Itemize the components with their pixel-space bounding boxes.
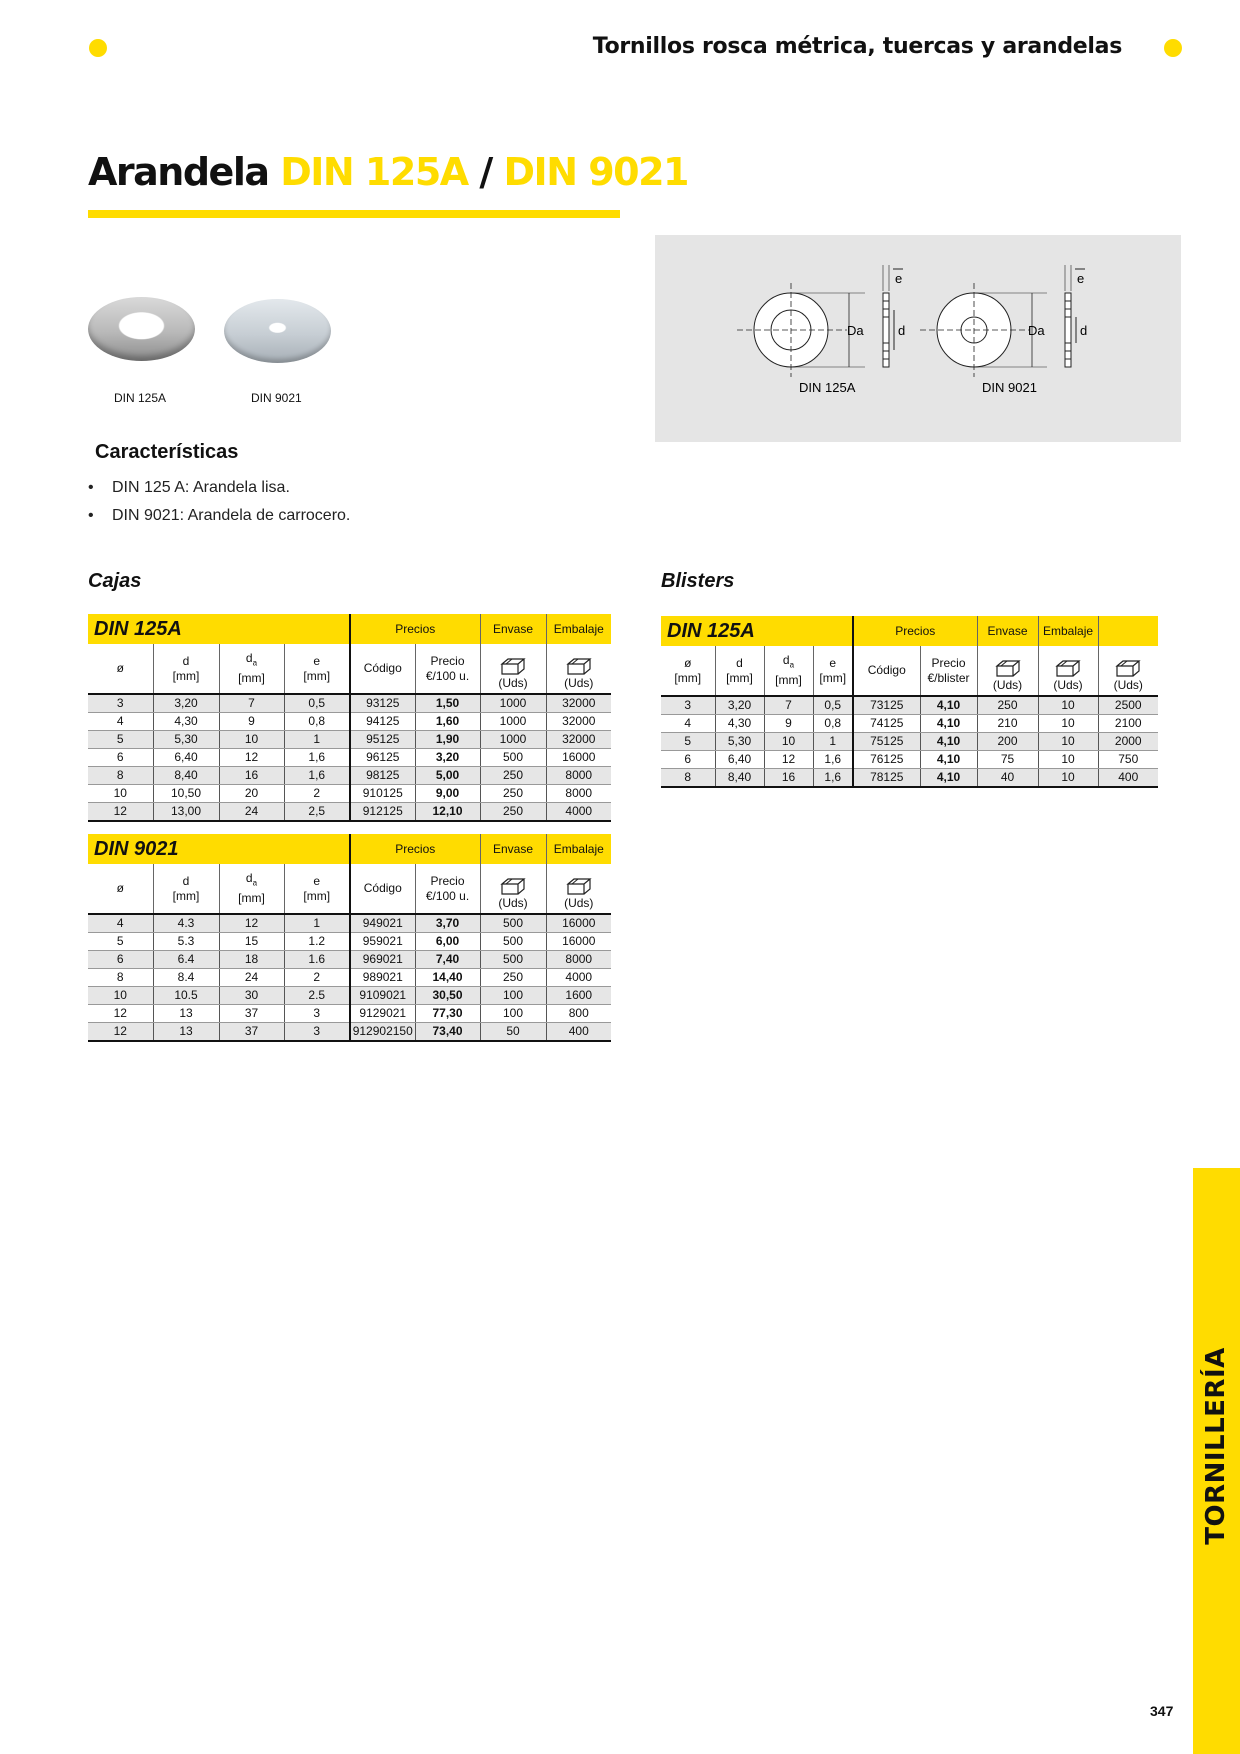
table-cell: 4.3	[153, 914, 219, 933]
table-cell: 12	[764, 751, 813, 769]
washer-din9021-photo	[224, 299, 331, 363]
table-cell: 15	[219, 933, 284, 951]
table-row	[88, 1023, 611, 1042]
table-cell: 500	[480, 933, 546, 951]
table-cell: 10	[88, 987, 153, 1005]
characteristic-item	[88, 507, 350, 525]
table-cell: 0,8	[813, 715, 853, 733]
col-header-e: e [mm]	[813, 646, 853, 696]
table-row	[88, 951, 611, 969]
table-cell: 7	[219, 694, 284, 713]
table-cell: 5	[88, 731, 153, 749]
photo-label-din125a: DIN 125A	[114, 391, 167, 405]
table-cell: 16	[219, 767, 284, 785]
col-header-diameter: ø	[88, 644, 153, 694]
col-header-precio: Precio €/100 u.	[415, 864, 480, 914]
page-number: 347	[1150, 1703, 1174, 1719]
table-cell: 12	[88, 1023, 153, 1042]
title-underline	[88, 210, 620, 218]
table-cell: 1,6	[284, 767, 350, 785]
table-cell: 10.5	[153, 987, 219, 1005]
group-envase: Envase	[480, 834, 546, 864]
col-header-e: e [mm]	[284, 644, 350, 694]
table-cell: 9	[764, 715, 813, 733]
table-cell: 32000	[546, 731, 611, 749]
table-cell: 250	[977, 696, 1038, 715]
table-cell: 75125	[853, 733, 920, 751]
photo-label-din9021: DIN 9021	[251, 391, 302, 405]
diagram-b-da-label: Da	[1028, 323, 1045, 338]
table-cell: 50	[480, 1023, 546, 1042]
table-cell: 5.3	[153, 933, 219, 951]
table-cell: 2	[284, 785, 350, 803]
table-cajas-din125a	[88, 614, 611, 822]
table-cell: 400	[1098, 769, 1158, 788]
diagram-a-da-label: Da	[847, 323, 864, 338]
table-cell: 1	[813, 733, 853, 751]
table-cell: 8.4	[153, 969, 219, 987]
table-cell: 6,40	[715, 751, 764, 769]
table-cell: 912125	[350, 803, 415, 822]
table-cell: 2500	[1098, 696, 1158, 715]
table-cell: 13,00	[153, 803, 219, 822]
col-header-da: $d_a$ [mm]	[764, 646, 813, 696]
table-cell: 3	[88, 694, 153, 713]
table-cell: 250	[480, 767, 546, 785]
col-header-diameter: ø	[88, 864, 153, 914]
page-title-separator: /	[467, 150, 504, 194]
table-cell: 4,10	[920, 751, 977, 769]
table-row	[661, 733, 1158, 751]
box-icon	[566, 876, 592, 896]
table-blisters-din125a	[661, 616, 1158, 788]
table-row	[88, 694, 611, 713]
table-cell: 30	[219, 987, 284, 1005]
table-cell: 8,40	[153, 767, 219, 785]
box-icon	[1055, 658, 1081, 678]
table-cell: 7	[764, 696, 813, 715]
table-cell: 3,70	[415, 914, 480, 933]
table-cell: 74125	[853, 715, 920, 733]
table-cell: 3,20	[415, 749, 480, 767]
table-cell: 8	[661, 769, 715, 788]
col-header-da: $d_a$ [mm]	[219, 644, 284, 694]
table-cell: 5	[88, 933, 153, 951]
table-cell: 1.2	[284, 933, 350, 951]
table-cell: 3,20	[153, 694, 219, 713]
table-cell: 8,40	[715, 769, 764, 788]
table-cell: 7,40	[415, 951, 480, 969]
table-row	[88, 987, 611, 1005]
table-cell: 250	[480, 969, 546, 987]
table-cell: 6	[88, 951, 153, 969]
table-cell: 2000	[1098, 733, 1158, 751]
table-cell: 100	[480, 987, 546, 1005]
bullet-mark: •	[88, 507, 94, 524]
header-dot-left	[89, 39, 107, 57]
col-header-codigo: Código	[350, 644, 415, 694]
table-row	[661, 769, 1158, 788]
diagram-label-din125a: DIN 125A	[799, 380, 856, 395]
table-cell: 10	[1038, 769, 1098, 788]
section-title-blisters: Blisters	[661, 570, 735, 592]
table-cell: 4	[88, 713, 153, 731]
table-cell: 6.4	[153, 951, 219, 969]
table-cell: 4,30	[153, 713, 219, 731]
table-cell: 210	[977, 715, 1038, 733]
table-cell: 5,30	[153, 731, 219, 749]
table-cell: 40	[977, 769, 1038, 788]
table-cell: 0,5	[284, 694, 350, 713]
table-cell: 13	[153, 1005, 219, 1023]
col-header-envase: (Uds)	[480, 644, 546, 694]
table-name: DIN 125A	[661, 616, 853, 646]
group-envase: Envase	[480, 614, 546, 644]
table-cell: 6	[661, 751, 715, 769]
table-cell: 0,8	[284, 713, 350, 731]
table-cell: 12	[219, 749, 284, 767]
table-cell: 100	[480, 1005, 546, 1023]
box-icon	[500, 656, 526, 676]
diagram-a-e-label: e	[895, 271, 903, 286]
table-cell: 200	[977, 733, 1038, 751]
group-precios: Precios	[350, 834, 480, 864]
table-cell: 9,00	[415, 785, 480, 803]
table-cell: 5,30	[715, 733, 764, 751]
table-cell: 400	[546, 1023, 611, 1042]
table-cell: 16000	[546, 749, 611, 767]
characteristic-item	[88, 479, 290, 497]
table-cell: 10	[1038, 733, 1098, 751]
header-dot-right	[1164, 39, 1182, 57]
table-cell: 32000	[546, 713, 611, 731]
box-icon	[566, 656, 592, 676]
table-cell: 3	[284, 1023, 350, 1042]
table-cell: 4,10	[920, 715, 977, 733]
diagram-b-d-label: d	[1080, 323, 1088, 338]
diagram-din125a	[737, 265, 906, 377]
table-cell: 1000	[480, 731, 546, 749]
col-header-e: e [mm]	[284, 864, 350, 914]
table-row	[88, 914, 611, 933]
table-name: DIN 125A	[88, 614, 350, 644]
table-cell: 16000	[546, 914, 611, 933]
table-cell: 5	[661, 733, 715, 751]
table-cell: 2.5	[284, 987, 350, 1005]
table-cell: 250	[480, 803, 546, 822]
characteristic-text: DIN 125 A: Arandela lisa.	[112, 479, 290, 496]
table-cell: 37	[219, 1023, 284, 1042]
table-cell: 4	[661, 715, 715, 733]
col-header-embalaje: (Uds)	[546, 644, 611, 694]
table-cell: 500	[480, 951, 546, 969]
group-precios: Precios	[853, 616, 977, 646]
table-cell: 2,5	[284, 803, 350, 822]
table-cell: 13	[153, 1023, 219, 1042]
table-cell: 10	[1038, 696, 1098, 715]
col-header-d: d [mm]	[153, 644, 219, 694]
table-cell: 10	[219, 731, 284, 749]
table-cell: 3	[284, 1005, 350, 1023]
table-cell: 1,50	[415, 694, 480, 713]
table-cell: 10,50	[153, 785, 219, 803]
table-cell: 6,40	[153, 749, 219, 767]
table-cell: 73125	[853, 696, 920, 715]
characteristics-title: Características	[95, 441, 239, 463]
table-row	[88, 749, 611, 767]
table-cell: 3	[661, 696, 715, 715]
table-cell: 30,50	[415, 987, 480, 1005]
table-cell: 98125	[350, 767, 415, 785]
washer-din125a-photo	[88, 297, 195, 361]
group-precios: Precios	[350, 614, 480, 644]
table-cell: 4000	[546, 803, 611, 822]
col-header-envase: (Uds)	[480, 864, 546, 914]
table-cell: 10	[764, 733, 813, 751]
technical-diagram	[655, 235, 1181, 442]
table-row	[661, 715, 1158, 733]
table-cell: 989021	[350, 969, 415, 987]
col-header-total: (Uds)	[1098, 646, 1158, 696]
table-cell: 500	[480, 914, 546, 933]
table-cell: 8000	[546, 785, 611, 803]
table-cell: 4,10	[920, 696, 977, 715]
diagram-b-e-label: e	[1077, 271, 1085, 286]
table-row	[661, 696, 1158, 715]
side-tab-label: TORNILLERÍA	[1201, 1347, 1231, 1545]
table-cell: 1,90	[415, 731, 480, 749]
table-cell: 912902150	[350, 1023, 415, 1042]
table-cell: 910125	[350, 785, 415, 803]
table-cell: 4,10	[920, 733, 977, 751]
table-cell: 1000	[480, 713, 546, 731]
table-cell: 9129021	[350, 1005, 415, 1023]
table-cell: 1,60	[415, 713, 480, 731]
table-name: DIN 9021	[88, 834, 350, 864]
table-cell: 4,30	[715, 715, 764, 733]
group-empty	[1098, 616, 1158, 646]
table-row	[88, 731, 611, 749]
table-cell: 32000	[546, 694, 611, 713]
table-cell: 5,00	[415, 767, 480, 785]
col-header-codigo: Código	[350, 864, 415, 914]
table-cell: 20	[219, 785, 284, 803]
col-header-d: d [mm]	[153, 864, 219, 914]
table-cell: 969021	[350, 951, 415, 969]
page-title-main: Arandela	[88, 150, 281, 194]
table-cell: 750	[1098, 751, 1158, 769]
table-cell: 12	[88, 1005, 153, 1023]
table-row	[88, 933, 611, 951]
table-cell: 1	[284, 731, 350, 749]
characteristic-text: DIN 9021: Arandela de carrocero.	[112, 507, 351, 524]
table-cell: 2	[284, 969, 350, 987]
table-cell: 8000	[546, 767, 611, 785]
table-cell: 8	[88, 767, 153, 785]
table-cajas-din9021	[88, 834, 611, 1042]
table-cell: 949021	[350, 914, 415, 933]
table-cell: 93125	[350, 694, 415, 713]
table-row	[88, 785, 611, 803]
table-cell: 9	[219, 713, 284, 731]
col-header-envase: (Uds)	[977, 646, 1038, 696]
table-cell: 959021	[350, 933, 415, 951]
col-header-codigo: Código	[853, 646, 920, 696]
table-cell: 10	[88, 785, 153, 803]
col-header-embalaje: (Uds)	[546, 864, 611, 914]
table-cell: 250	[480, 785, 546, 803]
table-cell: 1.6	[284, 951, 350, 969]
section-title-cajas: Cajas	[88, 570, 142, 592]
box-icon	[1115, 658, 1141, 678]
box-icon	[995, 658, 1021, 678]
table-row	[88, 1005, 611, 1023]
table-cell: 73,40	[415, 1023, 480, 1042]
table-cell: 24	[219, 969, 284, 987]
table-row	[661, 751, 1158, 769]
table-cell: 9109021	[350, 987, 415, 1005]
table-cell: 8	[88, 969, 153, 987]
table-row	[88, 969, 611, 987]
table-cell: 6	[88, 749, 153, 767]
page-title-din125a: DIN 125A	[280, 150, 468, 194]
col-header-d: d [mm]	[715, 646, 764, 696]
table-cell: 8000	[546, 951, 611, 969]
group-embalaje: Embalaje	[546, 614, 611, 644]
table-cell: 4	[88, 914, 153, 933]
header-title: Tornillos rosca métrica, tuercas y arandelas	[592, 34, 1122, 59]
table-cell: 2100	[1098, 715, 1158, 733]
table-cell: 1,6	[813, 751, 853, 769]
page-title-din9021: DIN 9021	[503, 150, 688, 194]
table-cell: 500	[480, 749, 546, 767]
table-cell: 76125	[853, 751, 920, 769]
table-row	[88, 713, 611, 731]
table-cell: 78125	[853, 769, 920, 788]
table-cell: 14,40	[415, 969, 480, 987]
diagram-a-d-label: d	[898, 323, 906, 338]
table-cell: 0,5	[813, 696, 853, 715]
table-cell: 10	[1038, 751, 1098, 769]
table-cell: 96125	[350, 749, 415, 767]
col-header-da: $d_a$ [mm]	[219, 864, 284, 914]
col-header-precio: Precio €/100 u.	[415, 644, 480, 694]
table-cell: 94125	[350, 713, 415, 731]
table-cell: 1,6	[813, 769, 853, 788]
table-cell: 37	[219, 1005, 284, 1023]
table-row	[88, 767, 611, 785]
bullet-mark: •	[88, 479, 94, 496]
group-envase: Envase	[977, 616, 1038, 646]
table-cell: 16	[764, 769, 813, 788]
table-cell: 1,6	[284, 749, 350, 767]
col-header-precio: Precio €/blister	[920, 646, 977, 696]
col-header-diameter: ø [mm]	[661, 646, 715, 696]
table-cell: 95125	[350, 731, 415, 749]
table-cell: 18	[219, 951, 284, 969]
page-title	[88, 150, 688, 194]
table-cell: 77,30	[415, 1005, 480, 1023]
group-embalaje: Embalaje	[546, 834, 611, 864]
table-cell: 800	[546, 1005, 611, 1023]
box-icon	[500, 876, 526, 896]
table-cell: 1000	[480, 694, 546, 713]
table-cell: 3,20	[715, 696, 764, 715]
table-cell: 12,10	[415, 803, 480, 822]
table-cell: 75	[977, 751, 1038, 769]
table-cell: 16000	[546, 933, 611, 951]
table-row	[88, 803, 611, 822]
table-cell: 12	[219, 914, 284, 933]
table-cell: 4,10	[920, 769, 977, 788]
table-cell: 10	[1038, 715, 1098, 733]
table-cell: 12	[88, 803, 153, 822]
col-header-embalaje: (Uds)	[1038, 646, 1098, 696]
diagram-label-din9021: DIN 9021	[982, 380, 1037, 395]
table-cell: 1	[284, 914, 350, 933]
table-cell: 1600	[546, 987, 611, 1005]
table-cell: 24	[219, 803, 284, 822]
diagram-din9021	[920, 265, 1088, 377]
table-cell: 4000	[546, 969, 611, 987]
table-cell: 6,00	[415, 933, 480, 951]
group-embalaje: Embalaje	[1038, 616, 1098, 646]
